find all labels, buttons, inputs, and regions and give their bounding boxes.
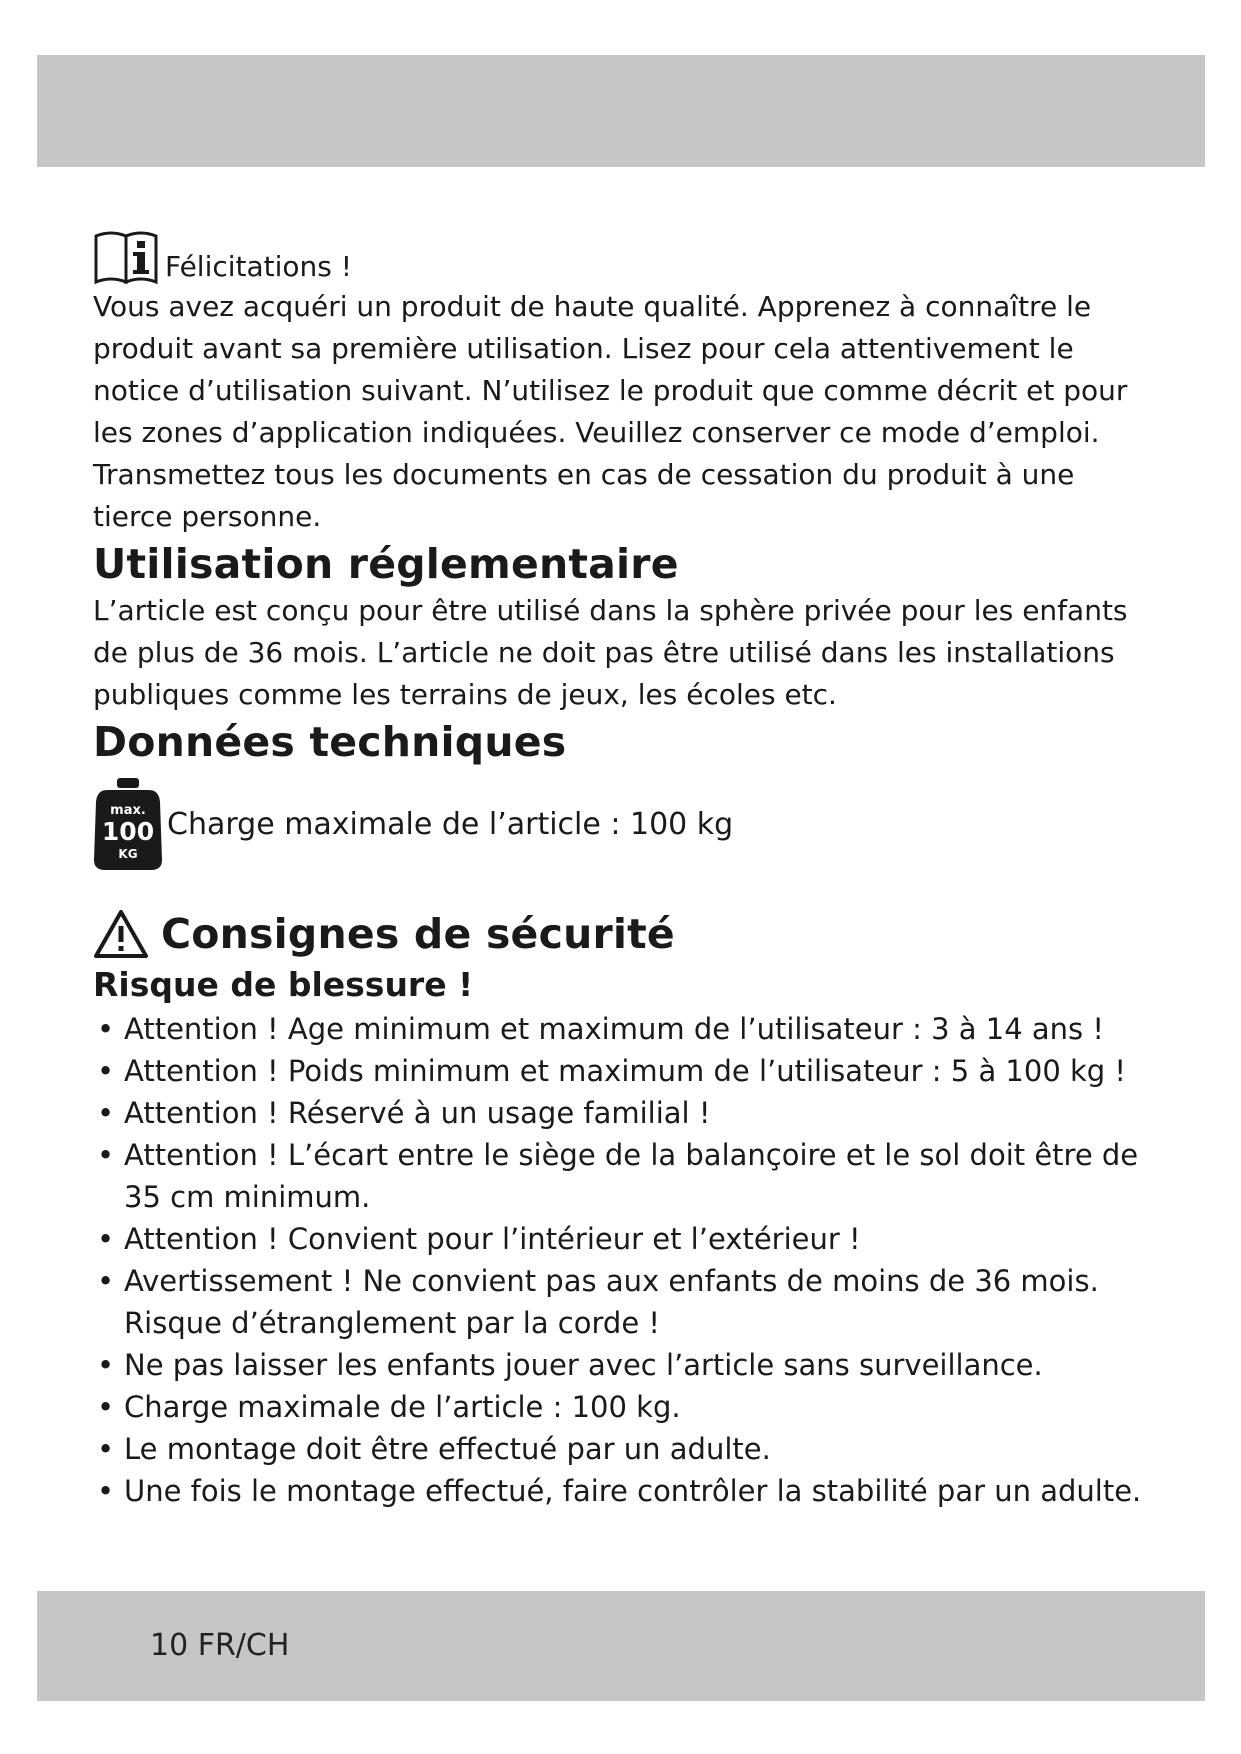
- header-band: [37, 55, 1205, 167]
- list-item: • Charge maximale de l’article : 100 kg.: [93, 1386, 1153, 1428]
- safety-heading-row: [93, 908, 1153, 960]
- usage-paragraph: L’article est conçu pour être utilisé dans la sphère privée pour les enfants de plus de 36 mois. L’article ne doit pas être utilisé dans les installations publiques comme les terrains de jeux, les écoles etc.: [93, 594, 1128, 711]
- max-load-text: Charge maximale de l’article : 100 kg: [167, 806, 734, 842]
- max-weight-label-unit: KG: [118, 847, 138, 861]
- technical-heading: Données techniques: [93, 718, 567, 766]
- risk-subheading: Risque de blessure !: [93, 965, 474, 1004]
- intro-paragraph: Vous avez acquéri un produit de haute qualité. Apprenez à connaître le produit avant sa première utilisation. Lisez pour cela attentivement le notice d’utilisation suivant. N’utilisez le produit que comme décrit et pour les zones d’application indiquées. Veuillez conserver ce mode d’emploi. Transmettez tous les documents en cas de cessation du produit à une tierce personne.: [93, 290, 1128, 533]
- max-weight-label-top: max.: [110, 803, 146, 818]
- list-item: • Le montage doit être effectué par un adulte.: [93, 1428, 1153, 1470]
- book-info-icon: [93, 228, 163, 286]
- safety-heading: Consignes de sécurité: [161, 910, 675, 958]
- intro-title: Félicitations !: [165, 250, 353, 283]
- page-number: 10 FR/CH: [150, 1628, 290, 1663]
- list-item: • Attention ! Convient pour l’intérieur et l’extérieur !: [93, 1218, 1153, 1260]
- list-item: • Attention ! Poids minimum et maximum de l’utilisateur : 5 à 100 kg !: [93, 1050, 1153, 1092]
- page-content: [93, 222, 1153, 1512]
- safety-list: [93, 1008, 1153, 1512]
- list-item: • Attention ! Age minimum et maximum de l’utilisateur : 3 à 14 ans !: [93, 1008, 1153, 1050]
- list-item: • Une fois le montage effectué, faire contrôler la stabilité par un adulte.: [93, 1470, 1153, 1512]
- usage-heading: Utilisation réglementaire: [93, 540, 679, 588]
- list-item: • Attention ! Réservé à un usage familial !: [93, 1092, 1153, 1134]
- technical-row: [93, 774, 1153, 874]
- warning-icon: [93, 909, 149, 959]
- intro-title-row: [93, 222, 1153, 286]
- max-weight-label-value: 100: [101, 817, 155, 846]
- list-item: • Attention ! L’écart entre le siège de la balançoire et le sol doit être de 35 cm minimum.: [93, 1134, 1153, 1218]
- list-item: • Ne pas laisser les enfants jouer avec l’article sans surveillance.: [93, 1344, 1153, 1386]
- max-weight-icon: [93, 776, 163, 872]
- list-item: • Avertissement ! Ne convient pas aux enfants de moins de 36 mois. Risque d’étranglement par la corde !: [93, 1260, 1153, 1344]
